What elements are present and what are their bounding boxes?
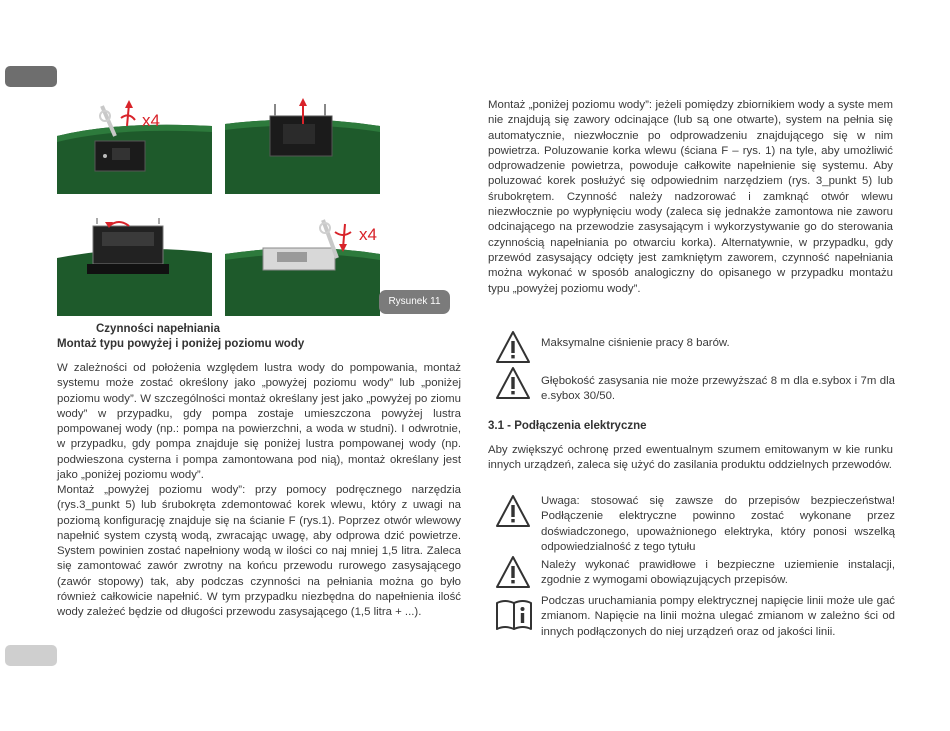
figure-photo-2 (225, 96, 380, 194)
figure-label: Rysunek 11 (379, 290, 450, 314)
x4-label-2: x4 (359, 225, 377, 244)
left-heading-2: Montaż typu powyżej i poniżej poziomu wody (57, 338, 305, 350)
left-paragraph-2: Montaż „powyżej poziomu wody”: przy pomocy podręcznego narzędzia (rys.3_punkt 5) lub śrubokręta zdemontować korek wlewu, który z uwagi na poziomą konfigurację znajduje się na ścianie F (rys.1). Poprzez otwór wlewowy napełnić system czystą wodą, zwracając uwagę, aby odprowa dzić powietrze. System powinien zostać napełniony wodą w ilości co naj mniej 1,5 litra. Zaleca się zamontować zawór zwrotny na końcu przewodu rurowego zasysającego (zawór stopowy) tak, aby podczas czynności na pełniania można go było również całkowicie napełnić. W tym przypadku niezbędna do napełnienia ilość wody zależeć będzie od długości przewodu zasysającego (1,5 litra + ...). (57, 484, 461, 619)
left-heading-1: Czynności napełniania (96, 323, 220, 335)
right-paragraph-2: Aby zwiększyć ochronę przed ewentualnym szumem emitowanym w kie runku innych urządzeń, zaleca się użyć do zasilania produktu oddzielnych przewodów. (488, 444, 893, 472)
figure-photo-4 (225, 218, 380, 316)
page-tab-top (5, 66, 57, 87)
warning-text-pressure: Maksymalne ciśnienie pracy 8 barów. (541, 337, 730, 349)
right-paragraph-1: Montaż „poniżej poziomu wody”: jeżeli pomiędzy zbiornikiem wody a syste mem nie znajdują się zawory odcinające (lub są one otwarte), system na pełnia się automatycznie, niezwłocznie po odprowadzeniu znajdującego się w nim powietrza. Poluzowanie korka wlewu (ściana F – rys. 1) na tyle, aby umożliwić odprowadzenie powietrza, powoduje całkowite napełnienie się systemu. Aby poluzować korek posłużyć się odpowiednim narzędziem (rys. 3_punkt 5) lub śrubokrętem. Czynność należy nadzorować i zamknąć otwór wlewu niezwłocznie po wypłynięciu wody (zaleca się jednakże zamontowa nie zaworu odcinającego na przewodzie zasysającym i wykorzystywanie go do sterowania czynnością napełniania po otwarciu korka). Alternatywnie, w przypadku, gdy przewód zasysający odcięty jest zamkniętym zaworem, czynność napełniania można wykonać w sposób analogiczny do opisanego w przypadku montażu typu „powyżej poziomu wody”. (488, 99, 893, 295)
warning-text-grounding: Należy wykonać prawidłowe i bezpieczne uziemienie instalacji, zgodnie z wymogami obowiązujących przepisów. (541, 559, 895, 587)
warning-triangle-icon (495, 555, 531, 589)
page-tab-bottom (5, 645, 57, 666)
warning-triangle-icon (495, 330, 531, 364)
figure-photo-3 (57, 218, 212, 316)
warning-text-safety: Uwaga: stosować się zawsze do przepisów bezpieczeństwa! Podłączenie elektryczne powinno zostać wykonane przez doświadczonego, upoważnionego elektryka, który ponosi wszelką odpowiedzialność z tego tytułu (541, 495, 895, 553)
warning-triangle-icon (495, 366, 531, 400)
info-text-voltage: Podczas uruchamiania pompy elektrycznej napięcie linii może ule gać zmianom. Napięcie na linii można ulegać zmianom w zależno ści od innych podłączonych do niej urządzeń oraz od jakości linii. (541, 595, 895, 638)
warning-text-suction: Głębokość zasysania nie może przewyższać 8 m dla e.sybox i 7m dla e.sybox 30/50. (541, 375, 895, 403)
section-heading-electrical: 3.1 - Podłączenia elektryczne (488, 420, 647, 432)
x4-label-1: x4 (142, 111, 160, 130)
figure-photo-1 (57, 96, 212, 194)
manual-info-icon (495, 597, 533, 631)
left-paragraph-1: W zależności od położenia względem lustra wody do pompowania, montaż systemu może zostać określony jako „powyżej poziomu wody” lub „poniżej poziomu wody”. W szczególności montaż określany jest jako „powyżej po ziomu wody” w przypadku, gdy pompa zostaje umieszczona powyżej lustra pompowanej wody (np.: pompa na powierzchni, a woda w studni). I odwrotnie, w przypadku, gdy pompa znajduje się poniżej lustra pompowanej wody (np. podwieszona cysterna i pompa zamontowana pod nią), montaż określany jest jako „poniżej poziomu wody”. (57, 362, 461, 482)
warning-triangle-icon (495, 494, 531, 528)
